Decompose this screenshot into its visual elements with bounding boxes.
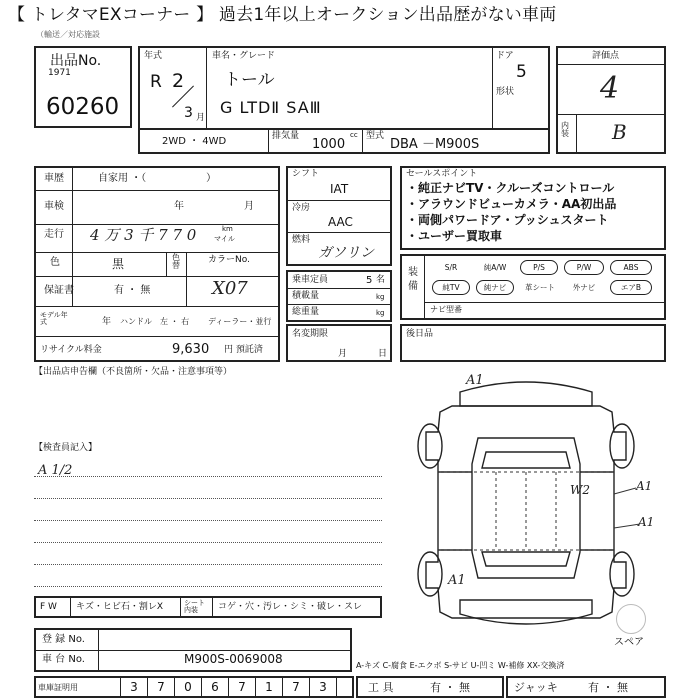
cert-digit-7: 7 [282,676,310,698]
car-history-label: 車歴 [44,173,64,184]
gross-unit: kg [376,309,385,317]
declaration-label: 【出品店申告欄（不良箇所・欠品・注意事項等） [34,367,233,377]
load-unit: kg [376,293,385,301]
chassis-value: M900S-0069008 [184,652,283,666]
month-unit: 月 [196,113,206,123]
month-value: 3 [184,105,193,121]
color-no-label: カラーNo. [208,255,250,265]
capacity-box [286,270,392,322]
cert-digit-6: 1 [255,676,283,698]
model-year-unit: 年 [102,317,112,327]
car-history-value: 自家用 ・（ ） [98,173,217,184]
cert-digit-1: 3 [120,676,148,698]
interior-value: B [612,120,627,144]
aircon-value: AAC [328,215,353,229]
fuel-label: 燃料 [292,235,311,245]
header-bar [0,0,700,32]
fuel-value: ガソリン [318,245,374,261]
interior-label: 内装 [561,121,569,138]
expiry-box [286,324,392,362]
score-label: 評価点 [592,51,620,61]
equip-power-windows: P/W [564,260,604,275]
lot-box [34,46,132,128]
lot-sub: 1971 [48,68,71,78]
model-value: DBA －M900S [390,137,480,152]
displacement-value: 1000 [312,137,346,152]
shift-label: シフト [292,169,320,179]
gross-label: 総重量 [292,307,320,317]
car-grade: G LTDⅡ SAⅢ [220,98,322,117]
car-info-box [138,46,550,130]
inspection-label: 車検 [44,201,64,212]
lot-label: 出品No. [50,53,102,69]
rear-items-label: 後日品 [406,329,434,339]
inspector-label: 【検査員記入】 [34,443,98,453]
model-year-label: モデル年式 [40,311,68,326]
equip-aftermarket-navi: 外ナビ [572,283,596,292]
tools-value: 有 ・ 無 [430,681,470,694]
mileage-label: 走行 [44,229,64,240]
equip-alloy-wheels: 純A/W [483,263,507,272]
displacement-label: 排気量 [272,131,300,141]
reg-label: 登 録 No. [42,634,85,645]
rear-items-box [400,324,666,362]
equip-navi: 純ナビ [476,280,514,295]
seat-desc: コゲ・穴・汚レ・シミ・破レ・スレ [218,602,363,612]
sales-point-2: ・アラウンドビューカメラ・AA初出品 [406,197,617,211]
cert-digit-3: 0 [174,676,202,698]
recycle-unit: 円 預託済 [224,345,263,355]
shift-value: IAT [330,182,349,196]
spare-label: スペア [614,637,644,648]
expiry-month: 月 [338,349,348,359]
capacity-unit: 名 [376,275,386,285]
navi-model-label: ナビ型番 [430,305,462,314]
inspection-month: 月 [244,201,254,212]
sales-point-4: ・ユーザー買取車 [406,229,503,243]
equipment-box [400,254,666,320]
recycle-label: リサイクル料金 [40,345,102,355]
fw-desc: キズ・ヒビ石・割レX [76,602,163,612]
sales-points-label: セールスポイント [406,169,478,179]
header-title: 【 トレタマEXコーナー 】 過去1年以上オークション出品歴がない車両 [8,5,557,25]
equip-tv: 純TV [432,280,470,295]
cert-label: 車庫証明用 [38,683,78,692]
damage-legend: A-キズ C-腐食 E-エクボ S-サビ U-凹ミ W-補修 XX-交換済 [356,661,565,670]
cert-digit-5: 7 [228,676,256,698]
doors-value: 5 [516,62,527,82]
jack-box [506,676,666,698]
damage-mark-right-2: A1 [638,515,655,529]
header-sub: （輸送／対応施設 [36,30,100,39]
warranty-value: 有 ・ 無 [114,285,151,296]
name-label: 車名・グレード [212,51,276,61]
registration-box [34,628,352,672]
damage-mark-side: W2 [570,483,590,497]
grade-box [556,46,666,154]
specs-box [286,166,392,266]
expiry-label: 名変期限 [292,329,329,339]
jack-value: 有 ・ 無 [588,681,628,694]
chassis-label: 車 台 No. [42,654,85,665]
drive-row [138,128,550,154]
mileage-value: 4 万 3 千 7 7 0 [90,226,197,244]
car-name: トール [224,70,275,90]
sales-points-box [400,166,666,250]
seat-label: シート内装 [184,599,205,614]
tools-box [356,676,504,698]
color-no-value: X07 [212,278,248,299]
sales-point-1: ・純正ナビTV・クルーズコントロール [406,181,615,195]
inspector-note: A 1/2 [38,463,73,478]
spare-tire-icon [616,604,646,634]
capacity-value: 5 [366,275,373,286]
color-value: 黒 [112,257,125,271]
year-label: 年式 [144,51,163,61]
lot-number: 60260 [46,94,120,120]
equipment-label: 装備 [408,267,418,292]
cert-digit-8: 3 [309,676,337,698]
warranty-label: 保証書 [44,285,74,296]
sales-point-3: ・両側パワードア・プッシュスタート [406,213,609,227]
damage-mark-bottom: A1 [448,573,466,588]
km-unit: km [222,225,233,233]
damage-mark-top: A1 [466,373,484,388]
aircon-label: 冷房 [292,203,311,213]
color-label: 色 [50,257,60,268]
equip-airbag: エアB [610,280,652,295]
model-label: 型式 [366,131,385,141]
expiry-day: 日 [378,349,388,359]
year-value: 2 [172,70,185,92]
damage-mark-right-1: A1 [636,479,653,493]
shape-label: 形状 [496,87,515,97]
history-box [34,166,280,362]
color-change-label: 色替 [172,253,180,270]
mile-unit: マイル [214,235,235,243]
drive-value: 2WD ・ 4WD [162,136,227,147]
handle-value: ハンドル 左 ・ 右 [120,317,190,326]
cert-digit-2: 7 [147,676,175,698]
cert-digit-4: 6 [201,676,229,698]
equip-power-steering: P/S [520,260,558,275]
capacity-label: 乗車定員 [292,275,329,285]
inspection-year: 年 [174,201,184,212]
equip-leather: 革シート [525,283,555,292]
load-label: 積載量 [292,291,320,301]
score-value: 4 [600,71,620,106]
recycle-value: 9,630 [172,342,210,357]
jack-label: ジャッキ [514,681,558,694]
cc-unit: cc [350,131,358,139]
car-diagram [400,372,670,634]
year-era: R [150,72,162,92]
doors-label: ドア [496,51,514,61]
dealer-value: ディーラー・並行 [208,317,272,326]
fw-label: F W [40,602,57,612]
fw-seat-bar [34,596,382,618]
equip-abs: ABS [610,260,652,275]
tools-label: 工 具 [368,681,394,694]
equip-sunroof: S/R [444,263,458,272]
